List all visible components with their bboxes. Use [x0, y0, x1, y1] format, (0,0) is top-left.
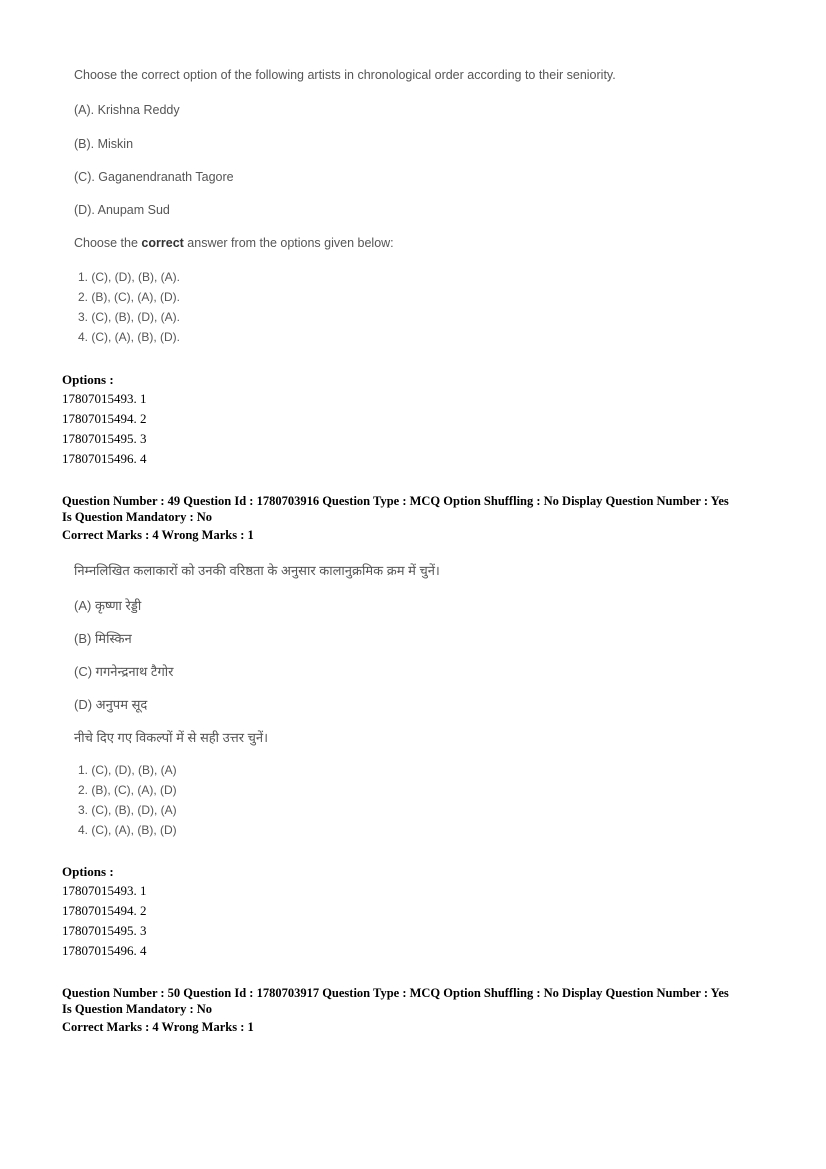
question-48-item-a: (A). Krishna Reddy	[74, 103, 180, 117]
question-49-item-c: (C) गगनेन्द्रनाथ टैगोर	[74, 664, 174, 679]
question-49-choice-2: 2. (B), (C), (A), (D)	[78, 783, 177, 797]
question-49-item-b: (B) मिस्किन	[74, 631, 132, 646]
question-49-mandatory: Is Question Mandatory : No	[62, 510, 213, 524]
question-48-stem: Choose the correct option of the following artists in chronological order according to their seniority.	[74, 68, 616, 82]
question-48-instruction	[74, 236, 394, 250]
option-row: 17807015496. 4	[62, 451, 147, 466]
question-50-marks: Correct Marks : 4 Wrong Marks : 1	[62, 1020, 254, 1034]
question-49-stem: निम्नलिखित कलाकारों को उनकी वरिष्ठता के अनुसार कालानुक्रमिक क्रम में चुनें।	[74, 563, 440, 578]
option-row: 17807015494. 2	[62, 903, 147, 918]
option-row: 17807015493. 1	[62, 391, 147, 406]
question-49-choice-4: 4. (C), (A), (B), (D)	[78, 823, 177, 837]
question-49-choice-1: 1. (C), (D), (B), (A)	[78, 763, 177, 777]
question-48-choice-2: 2. (B), (C), (A), (D).	[78, 290, 180, 304]
instruction-pre: Choose the	[74, 236, 142, 250]
options-label: Options :	[62, 864, 114, 879]
question-48-choice-1: 1. (C), (D), (B), (A).	[78, 270, 180, 284]
question-48-item-d: (D). Anupam Sud	[74, 203, 170, 217]
instruction-post: answer from the options given below:	[183, 236, 394, 250]
option-row: 17807015494. 2	[62, 411, 147, 426]
question-49-marks: Correct Marks : 4 Wrong Marks : 1	[62, 528, 254, 542]
question-50-header: Question Number : 50 Question Id : 1780703917 Question Type : MCQ Option Shuffling : No Display Question Number : Yes	[62, 986, 729, 1000]
options-label: Options :	[62, 372, 114, 387]
option-row: 17807015495. 3	[62, 431, 147, 446]
option-row: 17807015493. 1	[62, 883, 147, 898]
question-48-choice-3: 3. (C), (B), (D), (A).	[78, 310, 180, 324]
question-49-header: Question Number : 49 Question Id : 1780703916 Question Type : MCQ Option Shuffling : No Display Question Number : Yes	[62, 494, 729, 508]
option-row: 17807015496. 4	[62, 943, 147, 958]
question-49-choice-3: 3. (C), (B), (D), (A)	[78, 803, 177, 817]
question-48-choice-4: 4. (C), (A), (B), (D).	[78, 330, 180, 344]
question-48-item-c: (C). Gaganendranath Tagore	[74, 170, 234, 184]
question-49-item-d: (D) अनुपम सूद	[74, 697, 148, 712]
question-48-item-b: (B). Miskin	[74, 137, 134, 151]
question-50-mandatory: Is Question Mandatory : No	[62, 1002, 213, 1016]
instruction-bold: correct	[141, 236, 184, 250]
option-row: 17807015495. 3	[62, 923, 147, 938]
question-49-item-a: (A) कृष्णा रेड्डी	[74, 598, 142, 613]
question-49-instruction: नीचे दिए गए विकल्पों में से सही उत्तर चुनें।	[74, 730, 269, 745]
